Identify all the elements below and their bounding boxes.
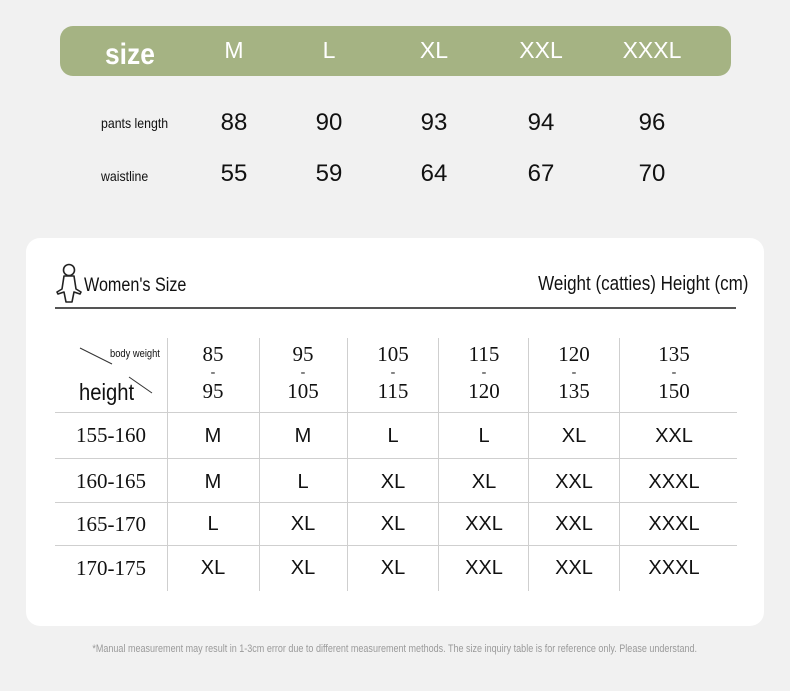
height-170-175: 170-175 — [76, 556, 146, 580]
grid-line-v — [347, 338, 348, 591]
weight-range-6: 135 - 150 — [658, 342, 690, 403]
size-cell: XXXL — [648, 513, 700, 535]
size-cell: XXL — [465, 557, 503, 579]
size-cell: XL — [290, 557, 316, 579]
weight-range-3: 105 - 115 — [377, 342, 409, 403]
size-cell: XXL — [555, 513, 593, 535]
height-160-165: 160-165 — [76, 469, 146, 493]
weight-range-4: 115 - 120 — [468, 342, 500, 403]
grid-line-v — [619, 338, 620, 591]
weight-height-title: Weight (catties) Height (cm) — [537, 273, 748, 295]
size-cell: XL — [471, 471, 497, 493]
grid-line-h — [55, 545, 737, 546]
pants-length-xxl: 94 — [527, 109, 555, 136]
size-cell: L — [387, 425, 399, 447]
size-cell: L — [297, 471, 309, 493]
size-header-xl: XL — [419, 37, 449, 63]
corner-body-weight-label: body weight — [110, 348, 160, 360]
size-header-xxxl: XXXL — [622, 37, 682, 63]
size-cell: XXL — [465, 513, 503, 535]
size-cell: M — [204, 425, 222, 447]
title-divider — [55, 307, 736, 309]
size-cell: L — [207, 513, 219, 535]
height-165-170: 165-170 — [76, 512, 146, 536]
grid-line-h — [55, 502, 737, 503]
pants-length-xl: 93 — [420, 109, 448, 136]
grid-line-h — [55, 412, 737, 413]
pants-length-label: pants length — [101, 115, 169, 131]
size-cell: XXL — [555, 557, 593, 579]
pants-length-xxxl: 96 — [638, 109, 666, 136]
grid-line-v — [438, 338, 439, 591]
waistline-l: 59 — [315, 160, 343, 187]
footnote — [0, 643, 790, 655]
size-header-l: L — [322, 37, 336, 63]
size-cell: M — [294, 425, 312, 447]
grid-line-v — [528, 338, 529, 591]
size-cell: XXL — [555, 471, 593, 493]
size-header-xxl: XXL — [519, 37, 563, 63]
size-cell: XL — [290, 513, 316, 535]
waistline-xl: 64 — [420, 160, 448, 187]
pants-length-m: 88 — [220, 109, 248, 136]
size-cell: XL — [380, 513, 406, 535]
footnote-text: *Manual measurement may result in 1-3cm error due to different measurement methods. The size inquiry table is for reference only. Please understand. — [92, 643, 698, 655]
size-header-bar — [60, 26, 731, 76]
size-cell: XXXL — [648, 557, 700, 579]
size-cell: XL — [561, 425, 587, 447]
size-header-label: size — [105, 38, 155, 71]
size-cell: XXL — [655, 425, 693, 447]
grid-line-v — [259, 338, 260, 591]
waistline-label: waistline — [101, 168, 149, 184]
grid-line-h — [55, 458, 737, 459]
weight-range-1: 85 - 95 — [202, 342, 224, 403]
size-cell: L — [478, 425, 490, 447]
size-cell: M — [204, 471, 222, 493]
waistline-xxl: 67 — [527, 160, 555, 187]
waistline-xxxl: 70 — [638, 160, 666, 187]
grid-line-v — [167, 338, 168, 591]
weight-range-2: 95 - 105 — [287, 342, 319, 403]
womens-size-title: Women's Size — [84, 275, 187, 296]
pants-length-l: 90 — [315, 109, 343, 136]
size-cell: XL — [200, 557, 226, 579]
woman-figure-icon — [56, 263, 82, 303]
weight-range-5: 120 - 135 — [558, 342, 590, 403]
size-cell: XL — [380, 471, 406, 493]
waistline-m: 55 — [220, 160, 248, 187]
size-cell: XL — [380, 557, 406, 579]
corner-height-label: height — [79, 379, 135, 405]
size-header-m: M — [224, 37, 244, 63]
size-cell: XXXL — [648, 471, 700, 493]
height-155-160: 155-160 — [76, 423, 146, 447]
